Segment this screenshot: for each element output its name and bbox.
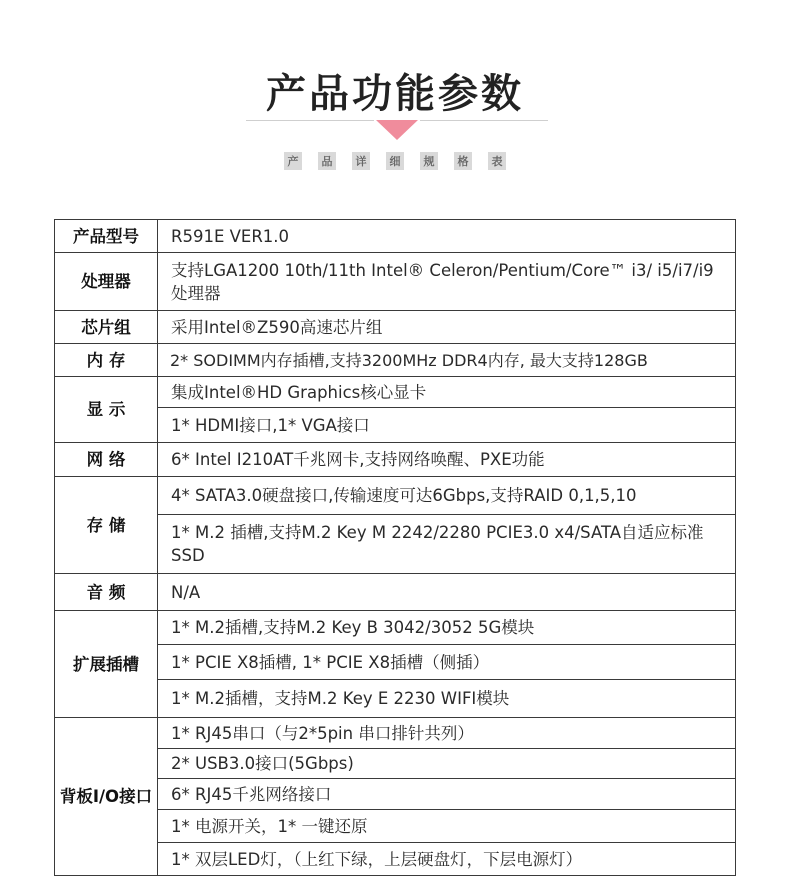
row-value: 1* M.2插槽,支持M.2 Key B 3042/3052 5G模块 <box>158 611 736 645</box>
table-row <box>55 311 736 344</box>
row-value: 1* 双层LED灯，（上红下绿，上层硬盘灯，下层电源灯） <box>158 843 736 876</box>
row-value: 2* USB3.0接口(5Gbps) <box>158 749 736 779</box>
table-row <box>55 680 736 718</box>
row-value: 4* SATA3.0硬盘接口,传输速度可达6Gbps,支持RAID 0,1,5,10 <box>158 477 736 515</box>
row-label-chipset: 芯片组 <box>55 311 158 344</box>
table-row <box>55 443 736 477</box>
title-divider-right <box>420 120 548 121</box>
subtitle-char: 规 <box>420 152 438 170</box>
row-value: 支持LGA1200 10th/11th Intel® Celeron/Pentium/Core™ i3/ i5/i7/i9 处理器 <box>158 253 736 311</box>
row-value: N/A <box>158 574 736 611</box>
table-row <box>55 645 736 680</box>
table-row <box>55 779 736 810</box>
row-value: 1* RJ45串口（与2*5pin 串口排针共列） <box>158 718 736 749</box>
row-value: R591E VER1.0 <box>158 220 736 253</box>
row-label-audio: 音 频 <box>55 574 158 611</box>
row-value: 采用Intel®Z590高速芯片组 <box>158 311 736 344</box>
row-label-rear-io: 背板I/O接口 <box>55 718 158 876</box>
table-row <box>55 718 736 749</box>
subtitle-char: 产 <box>284 152 302 170</box>
table-row <box>55 477 736 515</box>
title-divider-left <box>246 120 374 121</box>
row-value: 1* M.2 插槽,支持M.2 Key M 2242/2280 PCIE3.0 x4/SATA自适应标准SSD <box>158 515 736 574</box>
row-value: 1* M.2插槽，支持M.2 Key E 2230 WIFI模块 <box>158 680 736 718</box>
spec-table <box>54 219 736 876</box>
row-value: 集成Intel®HD Graphics核心显卡 <box>158 377 736 408</box>
table-row <box>55 220 736 253</box>
table-row <box>55 843 736 876</box>
table-row <box>55 408 736 443</box>
page-title: 产品功能参数 <box>266 71 524 117</box>
table-row <box>55 377 736 408</box>
row-value: 6* RJ45千兆网络接口 <box>158 779 736 810</box>
subtitle-char: 详 <box>352 152 370 170</box>
row-label-model: 产品型号 <box>55 220 158 253</box>
subtitle-char: 品 <box>318 152 336 170</box>
subtitle-char: 格 <box>454 152 472 170</box>
table-row <box>55 810 736 843</box>
row-value: 2* SODIMM内存插槽,支持3200MHz DDR4内存, 最大支持128GB <box>158 344 736 377</box>
row-value: 1* HDMI接口,1* VGA接口 <box>158 408 736 443</box>
table-row <box>55 574 736 611</box>
row-label-storage: 存 储 <box>55 477 158 574</box>
title-triangle-decoration <box>376 120 418 140</box>
row-label-cpu: 处理器 <box>55 253 158 311</box>
table-row <box>55 253 736 311</box>
row-value: 1* PCIE X8插槽, 1* PCIE X8插槽（侧插） <box>158 645 736 680</box>
table-row <box>55 344 736 377</box>
row-label-network: 网 络 <box>55 443 158 477</box>
row-value: 1* 电源开关，1* 一键还原 <box>158 810 736 843</box>
table-row <box>55 611 736 645</box>
subtitle-tags <box>0 152 790 170</box>
subtitle-char: 表 <box>488 152 506 170</box>
table-row <box>55 515 736 574</box>
row-label-memory: 内 存 <box>55 344 158 377</box>
table-row <box>55 749 736 779</box>
row-value: 6* Intel I210AT千兆网卡,支持网络唤醒、PXE功能 <box>158 443 736 477</box>
subtitle-char: 细 <box>386 152 404 170</box>
row-label-display: 显 示 <box>55 377 158 443</box>
row-label-expansion: 扩展插槽 <box>55 611 158 718</box>
